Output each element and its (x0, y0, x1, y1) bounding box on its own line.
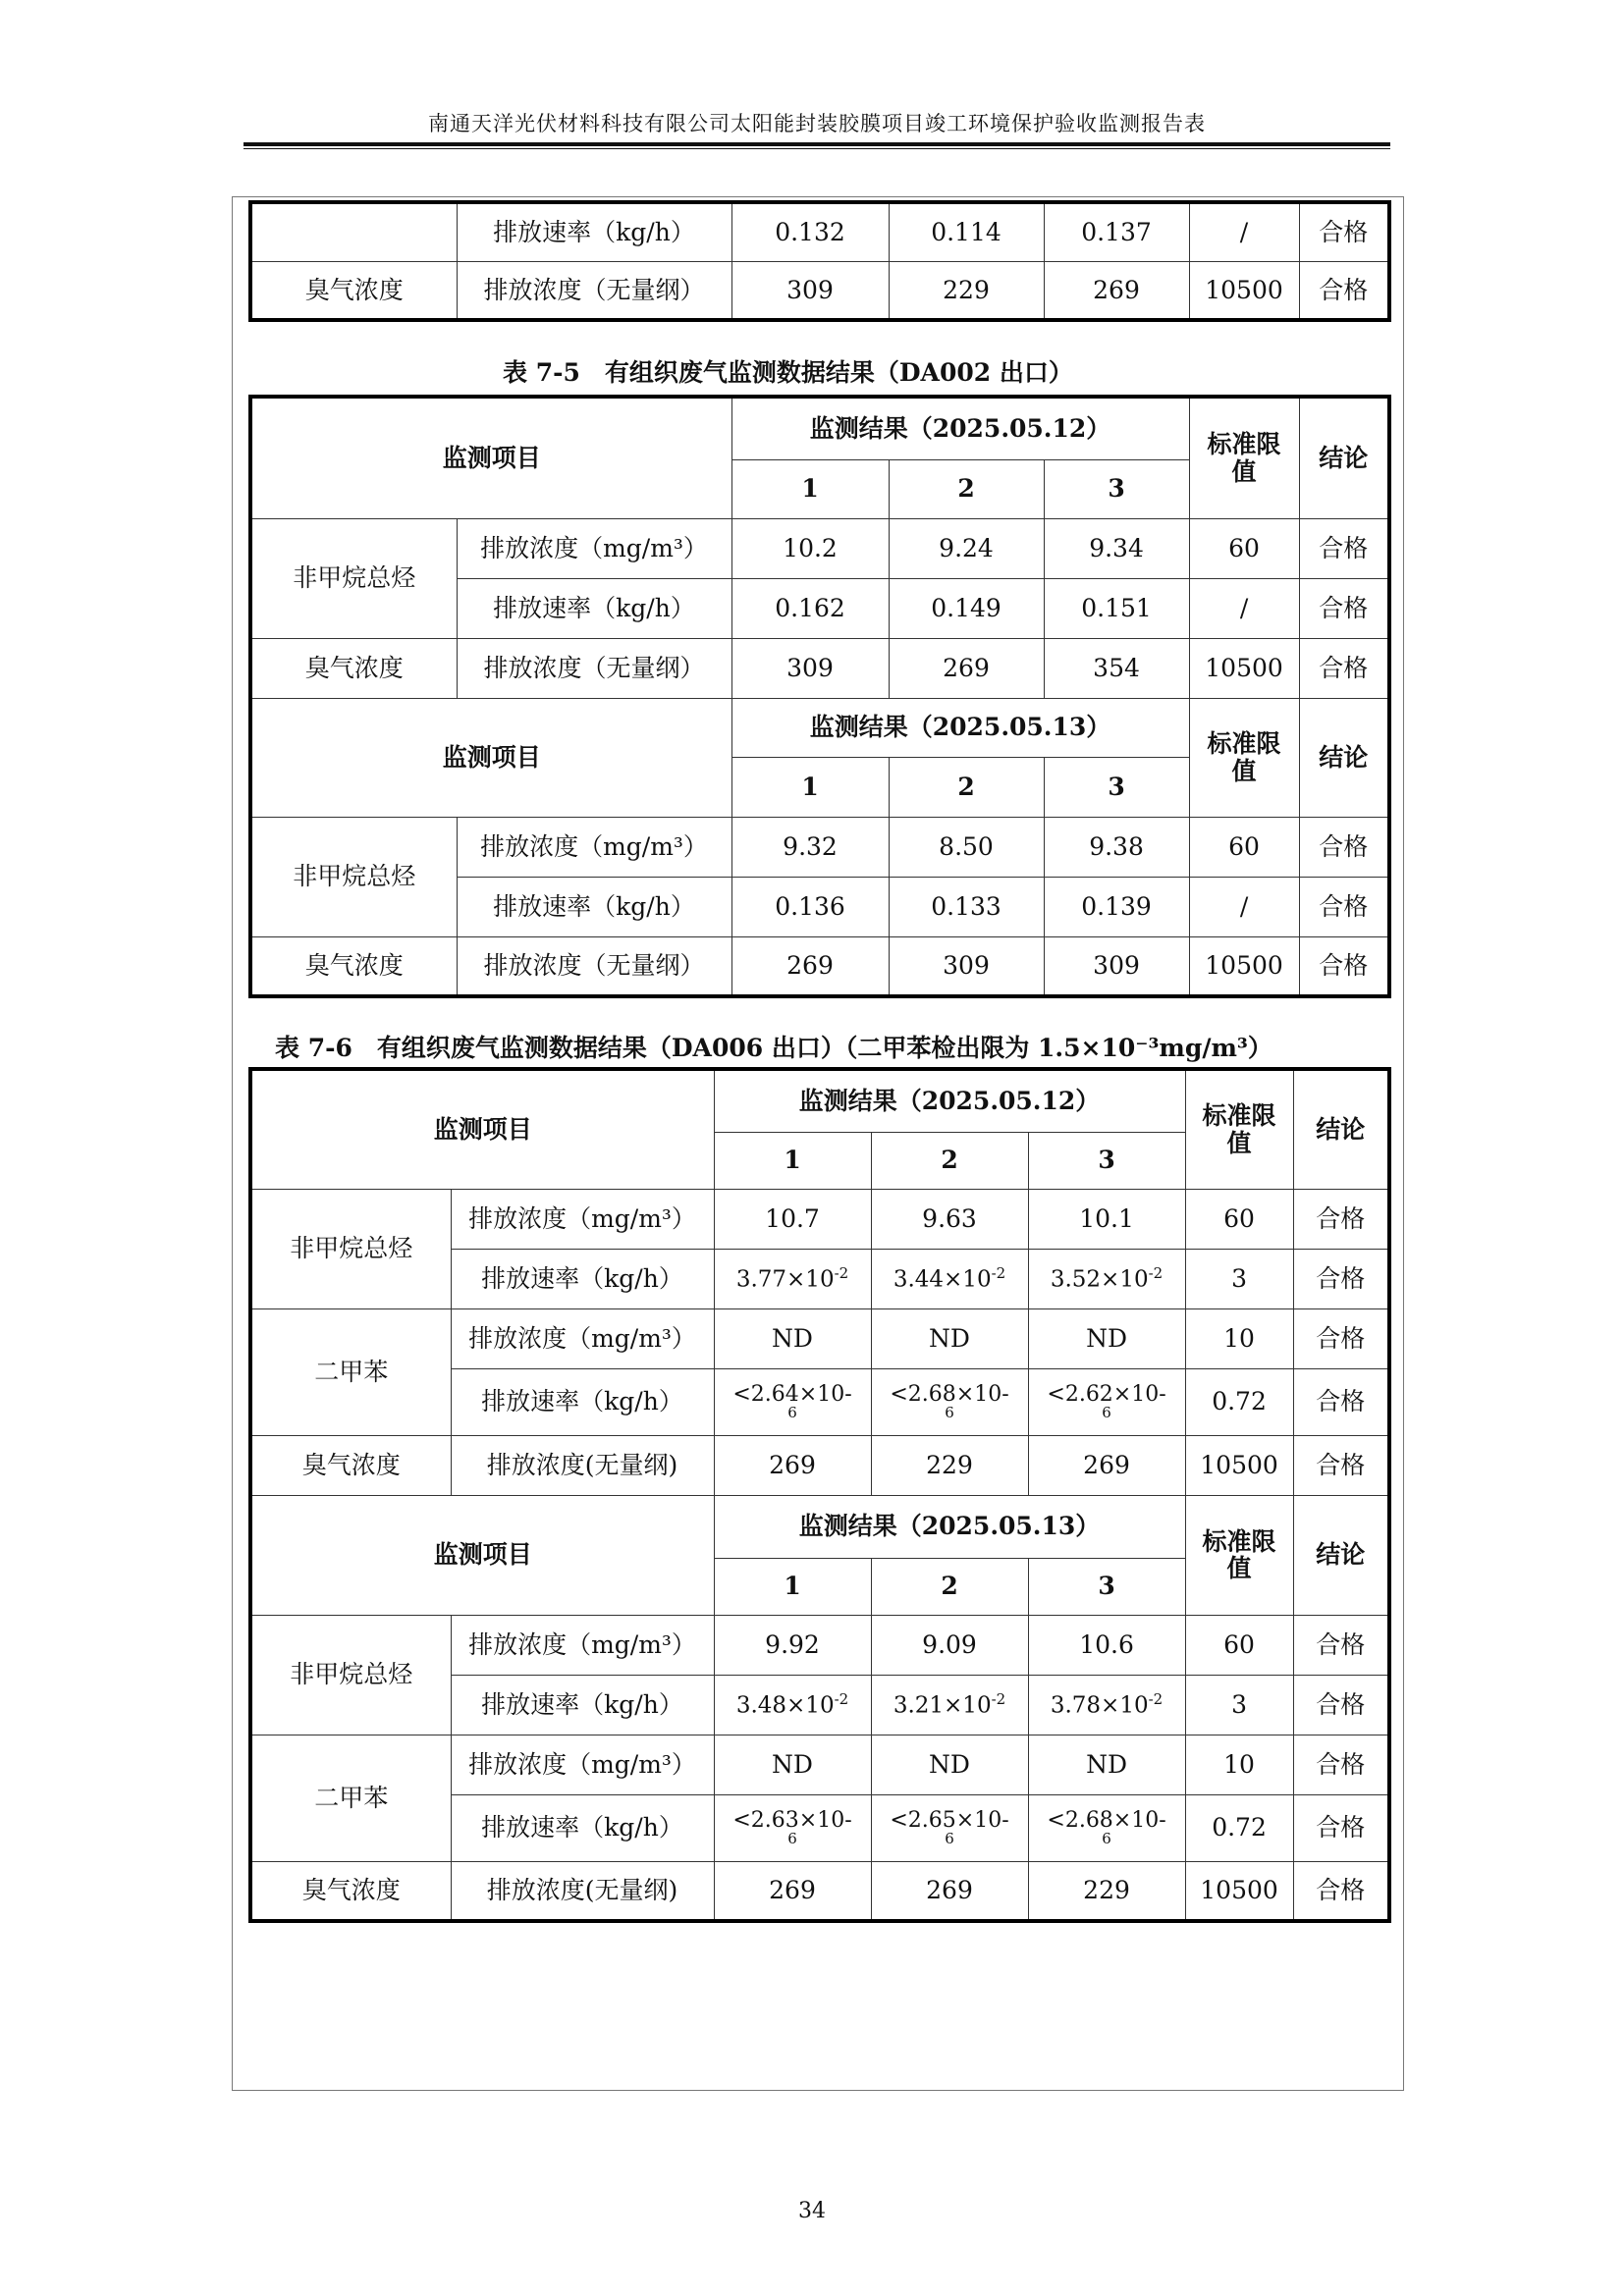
conclusion-header: 结论 (1293, 1069, 1389, 1189)
conclusion-header: 结论 (1299, 698, 1389, 817)
exponent: 6 (1102, 1829, 1111, 1847)
value-cell: 10.2 (731, 518, 889, 578)
value-cell: 269 (1028, 1435, 1185, 1495)
result-cell: 合格 (1299, 261, 1389, 320)
value-text: <2.64×10- (732, 1381, 852, 1407)
table-row (250, 261, 1389, 320)
value-cell: ND (714, 1308, 871, 1368)
param-cell: 排放速率（kg/h） (457, 202, 731, 261)
col-header-3: 3 (1044, 459, 1189, 518)
exponent: -2 (991, 1263, 1006, 1282)
value-cell: 10.6 (1028, 1615, 1185, 1675)
item-cell: 臭气浓度 (250, 936, 457, 996)
limit-cell: 10500 (1189, 936, 1299, 996)
value-cell: 0.133 (889, 877, 1044, 936)
param-cell: 排放浓度（mg/m³） (451, 1735, 714, 1794)
limit-cell: / (1189, 202, 1299, 261)
header-rule-thick (244, 142, 1390, 146)
value-cell: 9.63 (871, 1189, 1028, 1249)
value-cell: 269 (714, 1861, 871, 1921)
item-cell: 二甲苯 (250, 1308, 451, 1435)
item-cell: 臭气浓度 (250, 1435, 451, 1495)
item-cell: 非甲烷总烃 (250, 1189, 451, 1308)
item-cell (250, 202, 457, 261)
item-cell: 二甲苯 (250, 1735, 451, 1861)
value-cell: 9.32 (731, 817, 889, 877)
exponent: -2 (1148, 1263, 1164, 1282)
value-cell (1028, 1794, 1185, 1861)
limit-cell: 10500 (1189, 638, 1299, 698)
param-cell: 排放浓度（无量纲） (457, 261, 731, 320)
limit-cell: 0.72 (1185, 1368, 1293, 1435)
exponent: -2 (1148, 1689, 1164, 1708)
value-text: 3.44×10 (893, 1266, 992, 1293)
value-text: 3.48×10 (735, 1692, 835, 1719)
value-cell: 10.1 (1028, 1189, 1185, 1249)
value-text: <2.65×10- (890, 1807, 1009, 1833)
value-cell: 229 (1028, 1861, 1185, 1921)
exponent: -2 (834, 1689, 849, 1708)
param-cell: 排放浓度（无量纲） (457, 638, 731, 698)
value-text: 3.21×10 (893, 1692, 992, 1719)
table-7-5 (248, 395, 1391, 998)
col-header-3: 3 (1028, 1558, 1185, 1615)
value-text: <2.68×10- (890, 1381, 1009, 1407)
table-row (250, 1189, 1389, 1249)
result-cell: 合格 (1293, 1794, 1389, 1861)
value-text: 3.52×10 (1050, 1266, 1149, 1293)
table-row (250, 1861, 1389, 1921)
col-header-1: 1 (714, 1558, 871, 1615)
col-header-3: 3 (1044, 757, 1189, 817)
param-cell: 排放浓度(无量纲) (451, 1435, 714, 1495)
header-rule-thin (244, 148, 1390, 149)
value-cell: 269 (731, 936, 889, 996)
item-cell: 非甲烷总烃 (250, 817, 457, 936)
value-cell: 309 (731, 261, 889, 320)
table-row (250, 1615, 1389, 1675)
value-text: <2.68×10- (1047, 1807, 1166, 1833)
value-cell: 9.34 (1044, 518, 1189, 578)
value-cell: 9.09 (871, 1615, 1028, 1675)
value-cell: 0.132 (731, 202, 889, 261)
limit-cell: 60 (1185, 1189, 1293, 1249)
limit-cell: 60 (1189, 817, 1299, 877)
table-header-row (250, 1069, 1389, 1132)
table-row (250, 638, 1389, 698)
value-text: 3.78×10 (1050, 1692, 1149, 1719)
table-row (250, 936, 1389, 996)
param-cell: 排放浓度(无量纲) (451, 1861, 714, 1921)
limit-cell: 3 (1185, 1249, 1293, 1308)
col-header-2: 2 (889, 757, 1044, 817)
value-cell: 269 (889, 638, 1044, 698)
value-cell: 0.114 (889, 202, 1044, 261)
value-cell: 0.137 (1044, 202, 1189, 261)
table-7-5-caption: 表 7-5 有组织废气监测数据结果（DA002 出口） (503, 358, 1073, 387)
limit-cell: 3 (1185, 1675, 1293, 1735)
value-cell: 0.149 (889, 578, 1044, 638)
monitor-item-header: 监测项目 (250, 397, 731, 518)
value-cell (1028, 1249, 1185, 1308)
value-cell (714, 1368, 871, 1435)
value-cell: 309 (731, 638, 889, 698)
value-text: <2.62×10- (1047, 1381, 1166, 1407)
param-cell: 排放浓度（mg/m³） (457, 817, 731, 877)
limit-cell: 10500 (1185, 1861, 1293, 1921)
value-cell: 8.50 (889, 817, 1044, 877)
value-cell (871, 1249, 1028, 1308)
result-cell: 合格 (1299, 638, 1389, 698)
value-cell: 0.139 (1044, 877, 1189, 936)
std-limit-header: 标准限值 (1185, 1069, 1293, 1189)
value-cell: ND (871, 1308, 1028, 1368)
value-text: 3.77×10 (735, 1266, 835, 1293)
value-cell (714, 1675, 871, 1735)
param-cell: 排放速率（kg/h） (451, 1249, 714, 1308)
param-cell: 排放速率（kg/h） (451, 1675, 714, 1735)
value-cell: 354 (1044, 638, 1189, 698)
value-cell: 309 (889, 936, 1044, 996)
limit-cell: 10 (1185, 1735, 1293, 1794)
value-cell: 309 (1044, 936, 1189, 996)
col-header-1: 1 (714, 1132, 871, 1189)
result-cell: 合格 (1299, 877, 1389, 936)
limit-cell: 10 (1185, 1308, 1293, 1368)
limit-cell: 0.72 (1185, 1794, 1293, 1861)
result-cell: 合格 (1299, 202, 1389, 261)
table-row (250, 202, 1389, 261)
limit-cell: 10500 (1185, 1435, 1293, 1495)
exponent: -2 (834, 1263, 849, 1282)
std-limit-header: 标准限值 (1189, 397, 1299, 518)
result-cell: 合格 (1293, 1189, 1389, 1249)
result-date-header: 监测结果（2025.05.13） (714, 1495, 1185, 1558)
param-cell: 排放速率（kg/h） (457, 578, 731, 638)
param-cell: 排放速率（kg/h） (451, 1794, 714, 1861)
value-cell: ND (871, 1735, 1028, 1794)
param-cell: 排放浓度（mg/m³） (457, 518, 731, 578)
value-cell: 269 (714, 1435, 871, 1495)
result-cell: 合格 (1293, 1675, 1389, 1735)
exponent: -2 (991, 1689, 1006, 1708)
exponent: 6 (787, 1403, 797, 1421)
param-cell: 排放浓度（mg/m³） (451, 1615, 714, 1675)
value-cell (871, 1794, 1028, 1861)
exponent: 6 (787, 1829, 797, 1847)
value-cell: 0.151 (1044, 578, 1189, 638)
col-header-3: 3 (1028, 1132, 1185, 1189)
result-cell: 合格 (1299, 578, 1389, 638)
conclusion-header: 结论 (1299, 397, 1389, 518)
value-cell: 269 (871, 1861, 1028, 1921)
table-row (250, 1735, 1389, 1794)
conclusion-header: 结论 (1293, 1495, 1389, 1615)
value-cell (1028, 1675, 1185, 1735)
value-cell: 229 (871, 1435, 1028, 1495)
value-cell (714, 1249, 871, 1308)
table-row (250, 518, 1389, 578)
value-cell: 0.162 (731, 578, 889, 638)
result-cell: 合格 (1293, 1735, 1389, 1794)
limit-cell: 60 (1185, 1615, 1293, 1675)
result-cell: 合格 (1293, 1861, 1389, 1921)
result-cell: 合格 (1299, 936, 1389, 996)
param-cell: 排放速率（kg/h） (451, 1368, 714, 1435)
col-header-2: 2 (889, 459, 1044, 518)
result-cell: 合格 (1299, 518, 1389, 578)
value-cell (714, 1794, 871, 1861)
item-cell: 非甲烷总烃 (250, 518, 457, 638)
value-cell: 229 (889, 261, 1044, 320)
table-row (250, 1308, 1389, 1368)
param-cell: 排放浓度（mg/m³） (451, 1189, 714, 1249)
continued-table (248, 200, 1391, 322)
table-row (250, 817, 1389, 877)
result-cell: 合格 (1293, 1368, 1389, 1435)
item-cell: 臭气浓度 (250, 261, 457, 320)
value-cell (871, 1368, 1028, 1435)
monitor-item-header: 监测项目 (250, 1495, 714, 1615)
value-cell: 9.24 (889, 518, 1044, 578)
item-cell: 臭气浓度 (250, 1861, 451, 1921)
table-7-6-caption: 表 7-6 有组织废气监测数据结果（DA006 出口）（二甲苯检出限为 1.5×10⁻³mg/m³） (275, 1034, 1272, 1062)
param-cell: 排放速率（kg/h） (457, 877, 731, 936)
col-header-2: 2 (871, 1558, 1028, 1615)
result-cell: 合格 (1293, 1249, 1389, 1308)
limit-cell: / (1189, 877, 1299, 936)
value-cell: 0.136 (731, 877, 889, 936)
param-cell: 排放浓度（mg/m³） (451, 1308, 714, 1368)
limit-cell: 60 (1189, 518, 1299, 578)
value-cell: ND (1028, 1308, 1185, 1368)
result-cell: 合格 (1293, 1308, 1389, 1368)
value-cell (1028, 1368, 1185, 1435)
table-header-row (250, 1495, 1389, 1558)
limit-cell: / (1189, 578, 1299, 638)
table-row (250, 1435, 1389, 1495)
result-date-header: 监测结果（2025.05.13） (731, 698, 1189, 757)
limit-cell: 10500 (1189, 261, 1299, 320)
value-cell: ND (1028, 1735, 1185, 1794)
std-limit-header: 标准限值 (1189, 698, 1299, 817)
monitor-item-header: 监测项目 (250, 1069, 714, 1189)
exponent: 6 (1102, 1403, 1111, 1421)
value-cell: 10.7 (714, 1189, 871, 1249)
std-limit-header: 标准限值 (1185, 1495, 1293, 1615)
value-cell: 9.92 (714, 1615, 871, 1675)
value-cell (871, 1675, 1028, 1735)
result-date-header: 监测结果（2025.05.12） (714, 1069, 1185, 1132)
table-7-6 (248, 1067, 1391, 1923)
result-cell: 合格 (1299, 817, 1389, 877)
result-cell: 合格 (1293, 1615, 1389, 1675)
value-text: <2.63×10- (732, 1807, 852, 1833)
col-header-1: 1 (731, 459, 889, 518)
col-header-2: 2 (871, 1132, 1028, 1189)
page-number: 34 (798, 2199, 826, 2223)
value-cell: 269 (1044, 261, 1189, 320)
report-header: 南通天洋光伏材料科技有限公司太阳能封装胶膜项目竣工环境保护验收监测报告表 (428, 112, 1206, 135)
value-cell: ND (714, 1735, 871, 1794)
item-cell: 臭气浓度 (250, 638, 457, 698)
value-cell: 9.38 (1044, 817, 1189, 877)
result-date-header: 监测结果（2025.05.12） (731, 397, 1189, 459)
exponent: 6 (945, 1403, 954, 1421)
table-header-row (250, 698, 1389, 757)
col-header-1: 1 (731, 757, 889, 817)
param-cell: 排放浓度（无量纲） (457, 936, 731, 996)
exponent: 6 (945, 1829, 954, 1847)
result-cell: 合格 (1293, 1435, 1389, 1495)
table-header-row (250, 397, 1389, 459)
item-cell: 非甲烷总烃 (250, 1615, 451, 1735)
monitor-item-header: 监测项目 (250, 698, 731, 817)
